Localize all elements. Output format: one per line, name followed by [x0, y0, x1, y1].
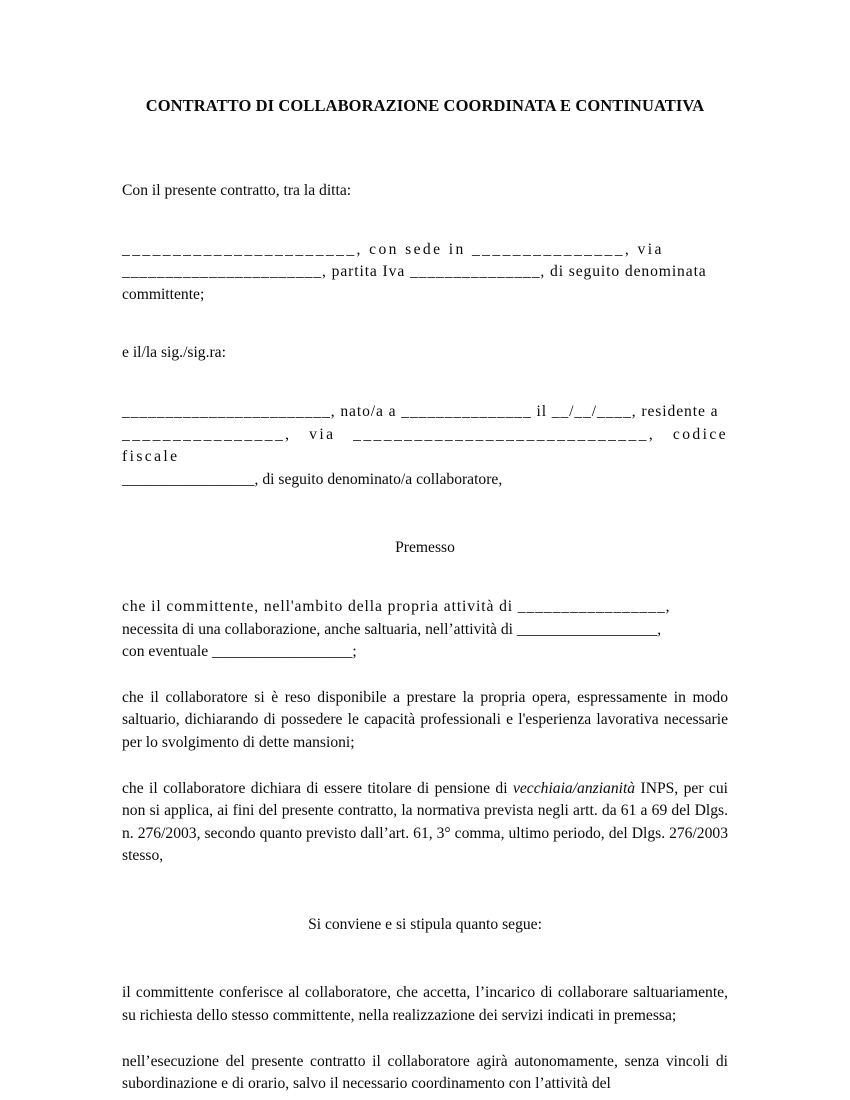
spacer [122, 868, 728, 914]
premesso-clause-1-line-3: con eventuale __________________; [122, 643, 357, 661]
premesso-clause-3-part-2: INPS, per cui non si applica, ai fini del presente contratto, la normativa prevista negli artt. da 61 a 69 del Dlgs. n. 276/2003, secondo quanto previsto dall’art. 61, 3° comma, ultimo periodo, del Dlgs. 276/2003 stesso, [122, 779, 728, 865]
premesso-clause-3-emphasis: vecchiaia/anzianità [512, 779, 636, 797]
company-blank-line-3: committente; [122, 285, 205, 303]
person-blank-line-1: ________________________, nato/a a _______________ il __/__/____, residente a [122, 402, 719, 420]
premesso-clause-1-line-2: necessita di una collaborazione, anche saltuaria, nell’attività di __________________, [122, 620, 662, 638]
spacer [122, 203, 728, 239]
page-title: CONTRATTO DI COLLABORAZIONE COORDINATA E CONTINUATIVA [145, 96, 705, 115]
company-blank-line-2: _______________________, partita Iva _______________, di seguito denominata [122, 263, 707, 281]
premesso-clause-3 [122, 778, 728, 868]
company-blank-line-1: _______________________, con sede in _______________, via [122, 240, 664, 258]
spacer [122, 936, 728, 982]
spacer [122, 306, 728, 342]
spacer [122, 560, 728, 596]
spacer [122, 491, 728, 537]
premesso-clause-2: che il collaboratore si è reso disponibile a prestare la propria opera, espressamente in modo saltuario, dichiarando di possedere le capacità professionali e l'esperienza lavorativa necessarie per lo svolgimento di dette mansioni; [122, 688, 728, 751]
stipula-clause-1: il committente conferisce al collaboratore, che accetta, l’incarico di collaborare saltuariamente, su richiesta dello stesso committente, nella realizzazione dei servizi indicati in premessa; [122, 984, 728, 1025]
person-lead: e il/la sig./sig.ra: [122, 344, 226, 362]
document-body [122, 180, 728, 1096]
premesso-clause-1-line-1: che il committente, nell'ambito della propria attività di _________________, [122, 597, 671, 615]
premesso-heading: Premesso [395, 539, 455, 557]
spacer [122, 365, 728, 401]
premesso-clause-3-part-1: che il collaboratore dichiara di essere titolare di pensione di [122, 779, 513, 797]
person-blank-line-3: _________________, di seguito denominato/a collaboratore, [122, 470, 503, 488]
spacer [122, 664, 728, 687]
intro-lead: Con il presente contratto, tra la ditta: [122, 182, 352, 199]
spacer [122, 755, 728, 778]
person-blank-line-2: ________________, via _____________________________, codice fiscale [122, 425, 728, 466]
spacer [122, 1028, 728, 1051]
stipula-heading: Si conviene e si stipula quanto segue: [308, 915, 542, 933]
stipula-clause-2: nell’esecuzione del presente contratto il collaboratore agirà autonomamente, senza vincoli di subordinazione e di orario, salvo il necessario coordinamento con l’attività del [122, 1052, 728, 1093]
